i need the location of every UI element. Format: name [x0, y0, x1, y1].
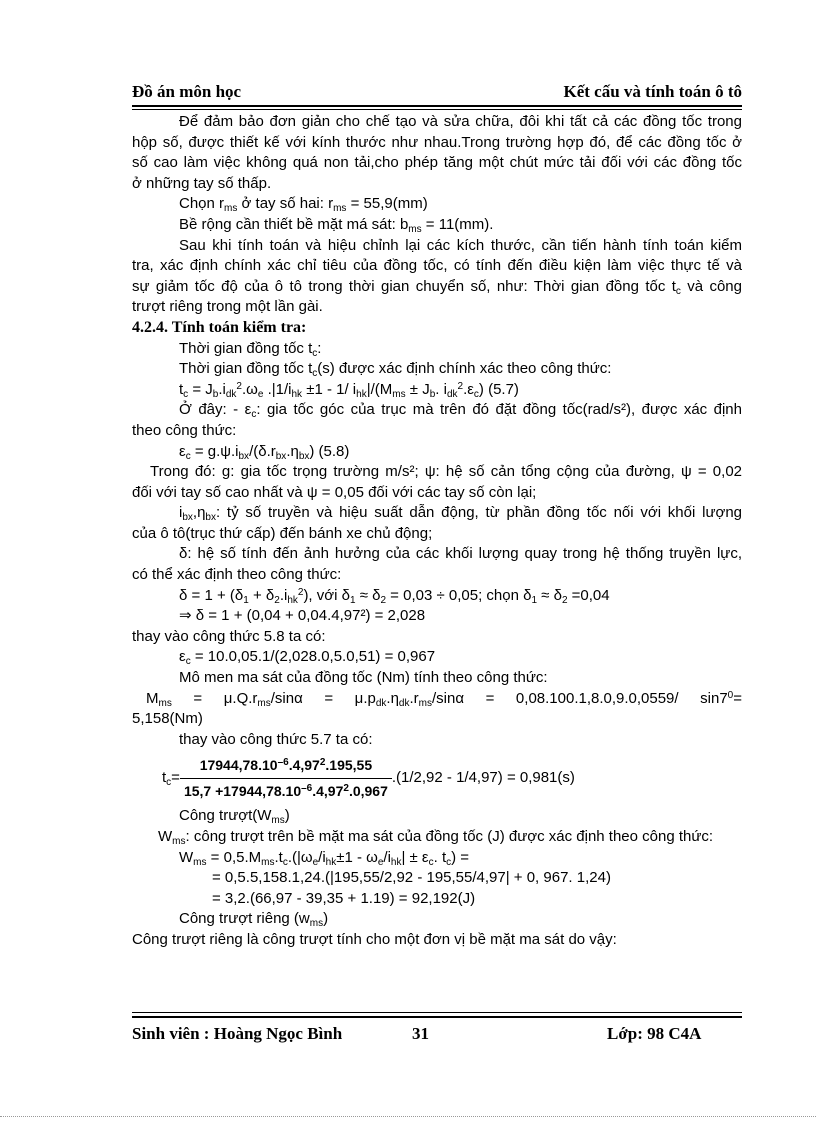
- header-right-title: Kết cấu và tính toán ô tô: [563, 82, 742, 101]
- text-line: Trong đó: g: gia tốc trọng trường m/s²; ψ: hệ số cản tổng cộng của đường, ψ = 0,02: [150, 463, 742, 481]
- text-line: có thể xác định theo công thức:: [132, 566, 342, 584]
- header-left-title: Đồ án môn học: [132, 82, 242, 101]
- text-line: $i_{bx},\eta_{bx}$: tỷ số truyền và hiệu suất dẫn động, từ phần đồng tốc nối với khối lượng: [179, 504, 742, 524]
- document-body: [132, 112, 742, 951]
- fraction: [180, 755, 392, 801]
- section-heading: 4.2.4. Tính toán kiểm tra:: [132, 318, 307, 336]
- equation-wms-step: = 0,5.5,158.1,24.(|195,55/2,92 - 195,55/4,97| + 0, 967. 1,24): [212, 869, 611, 887]
- text-line: đối với tay số cao nhất và ψ = 0,05 đối với các tay số còn lại;: [132, 483, 537, 501]
- text-line: $W_{ms}$: công trượt trên bề mặt ma sát của đồng tốc (J) được xác định theo công thức:: [158, 828, 714, 847]
- equation-delta: $\delta = 1 + (\delta_1 + \delta_2.i_{hk}^2)$, với $\delta_1 \approx \delta_2 = 0,03 \div 0,05$; chọn $\delta_1 \approx \delta_2 =0,04$: [179, 586, 610, 606]
- header-rule-thick: [132, 105, 742, 107]
- text-line: Công $trượt(W_{ms})$: [179, 807, 290, 827]
- equation-5-7: $t_c = J_b.i_{dk}^2.\omega_e$ $.|1/i_{hk} \pm 1 - 1/$ $i_{hk}|/(M_{ms} \pm J_b$. $i_{dk}^2.\varepsilon_c$) (5.7): [179, 380, 519, 400]
- header-rule-thin: [132, 109, 742, 110]
- equation-delta-result: ⇒ δ = 1 + (0,04 + 0,04.4,97²) = 2,028: [179, 607, 426, 625]
- fraction-numerator: $17944,78.10^{-6}.4,97^2.195,55$: [180, 755, 392, 779]
- paragraph-line: Để đảm bảo đơn giản cho chế tạo và sửa chữa, đôi khi tất cả các đồng tốc trong: [179, 113, 742, 130]
- text-line: δ: hệ số tính đến ảnh hưởng của các khối lượng quay trong hệ thống truyền lực,: [179, 545, 742, 563]
- text-line: Thời gian đồng tốc $t_c$:: [179, 339, 322, 359]
- footer-rule-thick: [132, 1016, 742, 1018]
- equation-mms: $M_{ms} = \mu.Q.r_{ms}/\sin\alpha = \mu.p_{dk}.\eta_{dk}.r_{ms}/\sin\alpha = 0,08.100.1,8.0,9.0,0559/$ $\sin 7^0=$: [146, 689, 742, 709]
- paragraph-line: hộp số, được thiết kế với kính thước như nhau.Trong trường hợp đó, để các đồng tốc ở: [132, 133, 742, 151]
- paragraph-line: Sau khi tính toán và hiệu chỉnh lại các kích thước, cần tiến hành tính toán kiểm: [179, 236, 742, 254]
- fraction-denominator: $15,7 +17944,78.10^{-6}.4,97^2.0,967$: [183, 782, 388, 799]
- be-rong-line: Bề rộng cần thiết bề mặt má sát: $b_{ms} = 11(mm)$.: [179, 215, 494, 235]
- fraction-equation: [132, 750, 742, 806]
- chon-rms-line: Chọn $r_{ms}$ ở tay số hai: $r_{ms} = 55,9(mm)$: [179, 195, 428, 215]
- paragraph-line: sự giảm tốc độ của ô tô trong thời gian chuyển số, như: Thời gian đồng tốc $t_c$ và công: [132, 277, 742, 297]
- text-line: thay vào công thức 5.8 ta có:: [132, 627, 326, 645]
- text-line: theo công thức:: [132, 421, 237, 439]
- paragraph-line: tra, xác định chính xác chỉ tiêu của đồng tốc, có tính đến điều kiện làm việc thực tế và: [132, 257, 742, 275]
- text-line: Ở đây: - $\varepsilon_c$: gia tốc góc của trục mà trên đó đặt đồng tốc(rad/s²), được xác định: [179, 401, 742, 421]
- text-line: Mô men ma sát của đồng tốc (Nm) tính theo công thức:: [179, 669, 548, 687]
- text-line: Công trượt riêng $(w_{ms})$: [179, 910, 329, 930]
- footer-rule-thin: [132, 1012, 742, 1013]
- paragraph-line: trượt riêng trong một lần gài.: [132, 298, 323, 316]
- footer-page-number: 31: [412, 1024, 429, 1043]
- fraction-lhs: $t_c=$: [162, 769, 180, 789]
- text-line: của ô tô(trục thứ cấp) đến bánh xe chủ động;: [132, 524, 433, 542]
- footer-student: Sinh viên : Hoàng Ngọc Bình: [132, 1024, 343, 1043]
- equation-wms-result: = 3,2.(66,97 - 39,35 + 1.19) = 92,192(J): [212, 889, 476, 907]
- footer-class: Lớp: 98 C4A: [607, 1024, 702, 1043]
- equation-mms-result: 5,158(Nm): [132, 710, 203, 728]
- equation-wms: $W_{ms} = 0,5.M_{ms}.t_c.(|\omega_e/i_{hk}\pm 1 - \omega_e/i_{hk}| \pm \varepsilon_c$. $t_c$) =: [179, 848, 470, 868]
- text-line: thay vào công thức 5.7 ta có:: [179, 730, 373, 748]
- text-line: Công trượt riêng là công trượt tính cho một đơn vị bề mặt ma sát do vậy:: [132, 930, 617, 948]
- equation-5-8: $\varepsilon_c = g.\psi.i_{bx}/(\delta.r_{bx}.\eta_{bx})$ (5.8): [179, 442, 350, 462]
- fraction-tail: .(1/2,92 - 1/4,97) = 0,981(s): [391, 769, 575, 787]
- page-edge-separator: [0, 1116, 816, 1117]
- paragraph-line: số cao làm việc không quá non tải,cho phép tăng một chút mức tải đối với các đồng tốc: [132, 154, 742, 172]
- equation-epsilon-c: $\varepsilon_c = 10.0,05.1/(2,028.0,5.0,51) = 0,967$: [179, 648, 436, 668]
- page-footer: [132, 1024, 742, 1046]
- text-line: Thời gian đồng tốc $t_c(s)$ được xác định chính xác theo công thức:: [179, 360, 612, 380]
- page-header: [132, 82, 742, 104]
- paragraph-line: ở những tay số thấp.: [132, 174, 272, 192]
